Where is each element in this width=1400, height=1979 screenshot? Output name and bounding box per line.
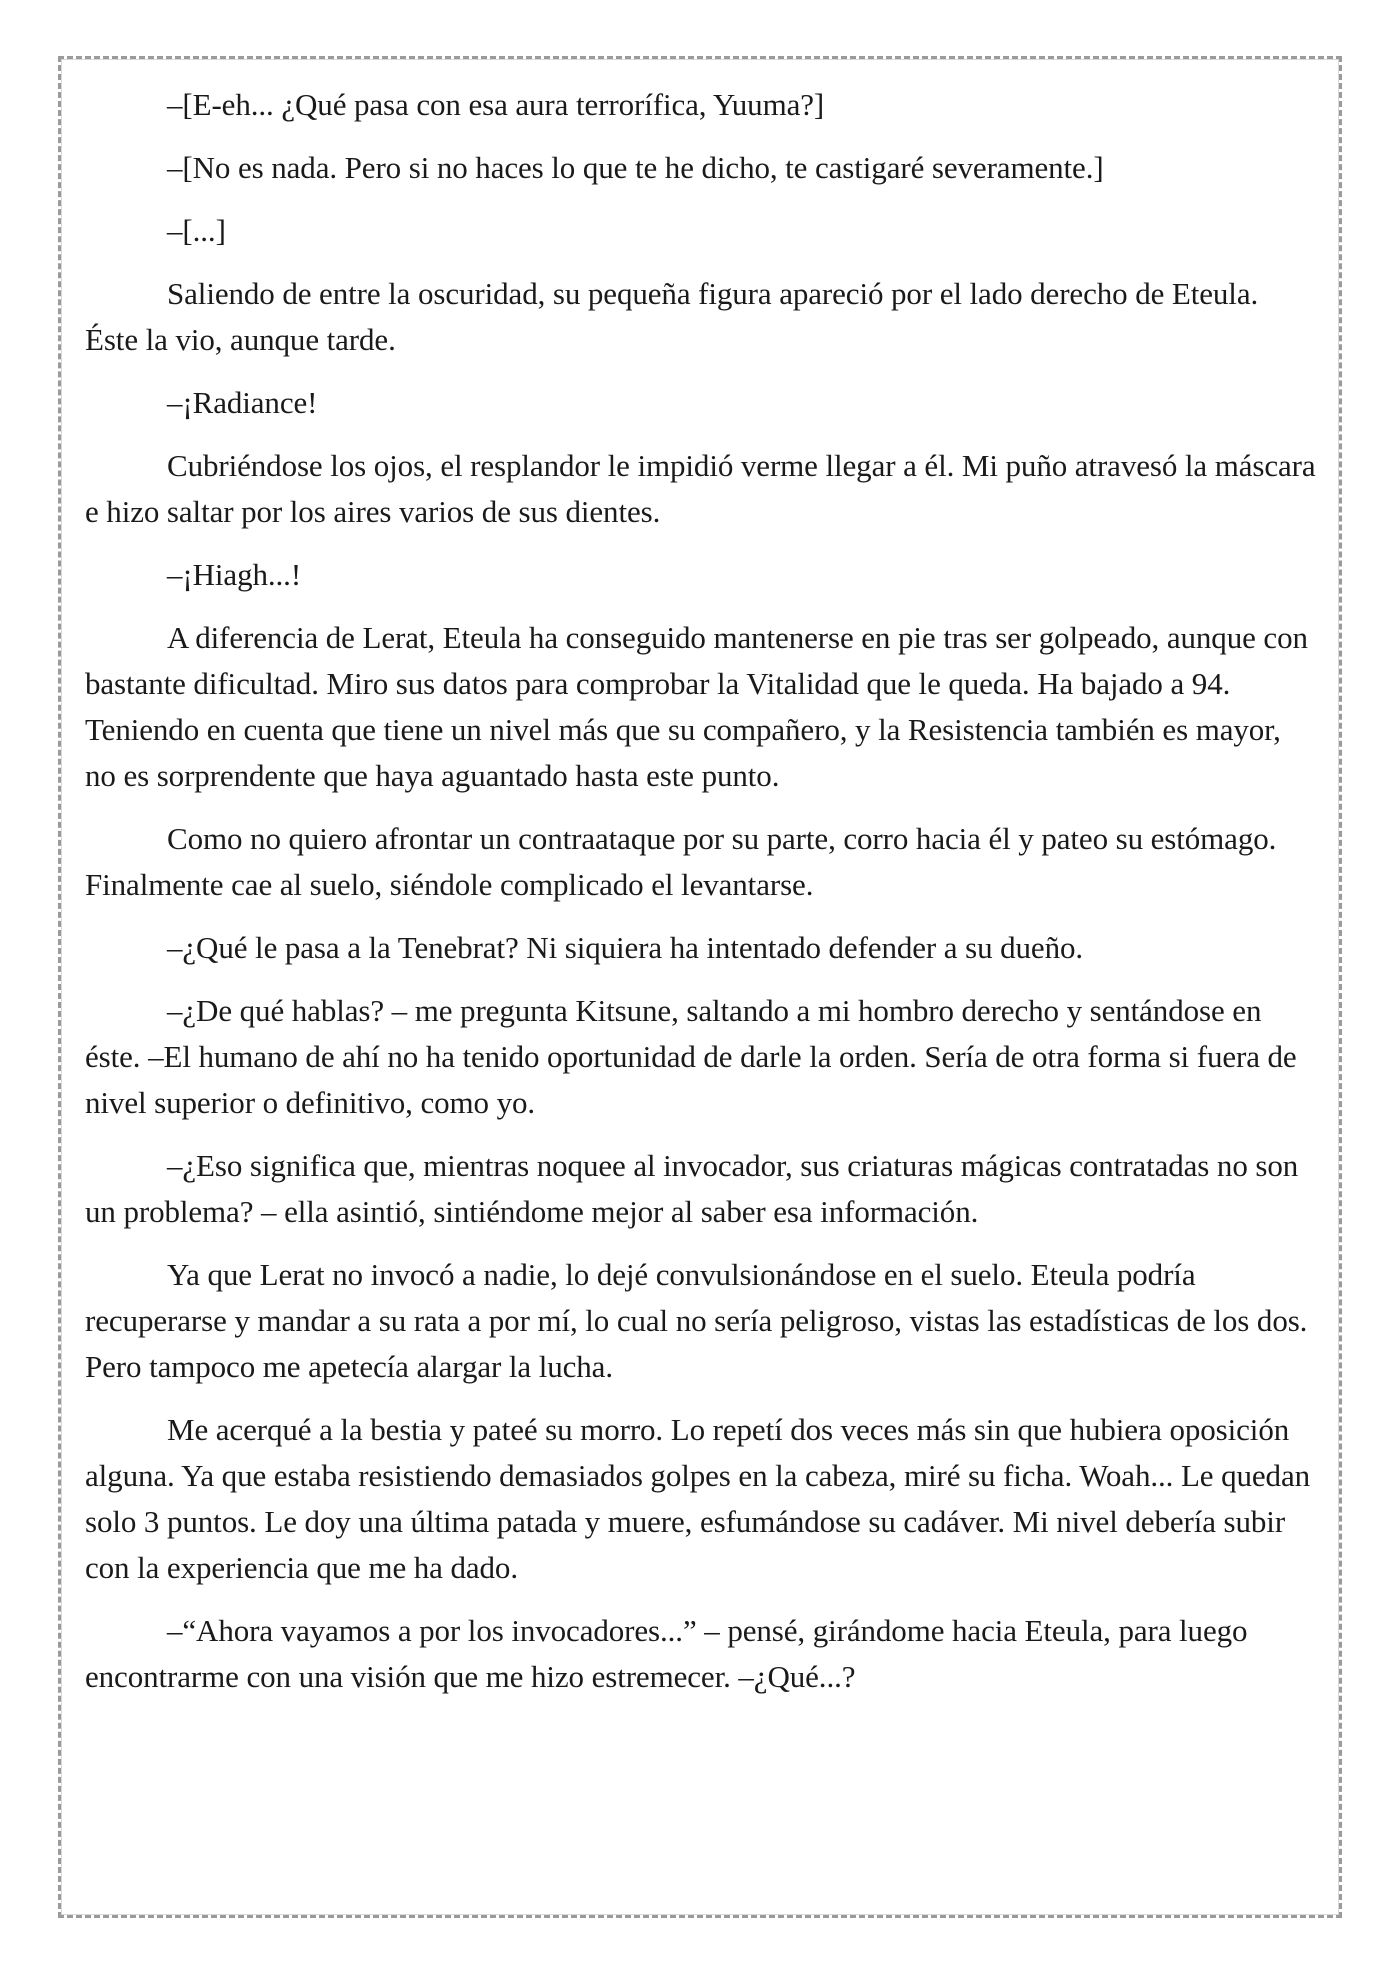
paragraph: –[E-eh... ¿Qué pasa con esa aura terrorífica, Yuuma?] [167, 87, 825, 122]
paragraph: Cubriéndose los ojos, el resplandor le impidió verme llegar a él. Mi puño atravesó la máscara e hizo saltar por los aires varios de sus dientes. [85, 448, 1316, 529]
paragraph: Como no quiero afrontar un contraataque por su parte, corro hacia él y pateo su estómago. Finalmente cae al suelo, siéndole complicado el levantarse. [85, 821, 1277, 902]
paragraph: Ya que Lerat no invocó a nadie, lo dejé convulsionándose en el suelo. Eteula podría recuperarse y mandar a su rata a por mí, lo cual no sería peligroso, vistas las estadísticas de los dos. Pero tampoco me apetecía alargar la lucha. [85, 1257, 1308, 1384]
paragraph: –¡Hiagh...! [167, 557, 302, 592]
paragraph: –¿De qué hablas? – me pregunta Kitsune, saltando a mi hombro derecho y sentándose en éste. –El humano de ahí no ha tenido oportunidad de darle la orden. Sería de otra forma si fuera de nivel superior o definitivo, como yo. [85, 993, 1297, 1120]
paragraph: –[No es nada. Pero si no haces lo que te he dicho, te castigaré severamente.] [167, 150, 1104, 185]
paragraph: –“Ahora vayamos a por los invocadores...” – pensé, girándome hacia Eteula, para luego encontrarme con una visión que me hizo estremecer. –¿Qué...? [85, 1613, 1248, 1694]
paragraph: Me acerqué a la bestia y pateé su morro. Lo repetí dos veces más sin que hubiera oposición alguna. Ya que estaba resistiendo demasiados golpes en la cabeza, miré su ficha. Woah... Le quedan solo 3 puntos. Le doy una última patada y muere, esfumándose su cadáver. Mi nivel debería subir con la experiencia que me ha dado. [85, 1412, 1311, 1585]
paragraph: –¿Qué le pasa a la Tenebrat? Ni siquiera ha intentado defender a su dueño. [167, 930, 1084, 965]
paragraph: –¿Eso significa que, mientras noquee al invocador, sus criaturas mágicas contratadas no son un problema? – ella asintió, sintiéndome mejor al saber esa información. [85, 1148, 1299, 1229]
paragraph: –[...] [167, 213, 226, 248]
paragraph: –¡Radiance! [167, 385, 318, 420]
paragraph: Saliendo de entre la oscuridad, su pequeña figura apareció por el lado derecho de Eteula. Éste la vio, aunque tarde. [85, 276, 1259, 357]
document-body [85, 82, 1317, 1717]
paragraph: A diferencia de Lerat, Eteula ha conseguido mantenerse en pie tras ser golpeado, aunque con bastante dificultad. Miro sus datos para comprobar la Vitalidad que le queda. Ha bajado a 94. Teniendo en cuenta que tiene un nivel más que su compañero, y la Resistencia también es mayor, no es sorprendente que haya aguantado hasta este punto. [85, 620, 1308, 793]
